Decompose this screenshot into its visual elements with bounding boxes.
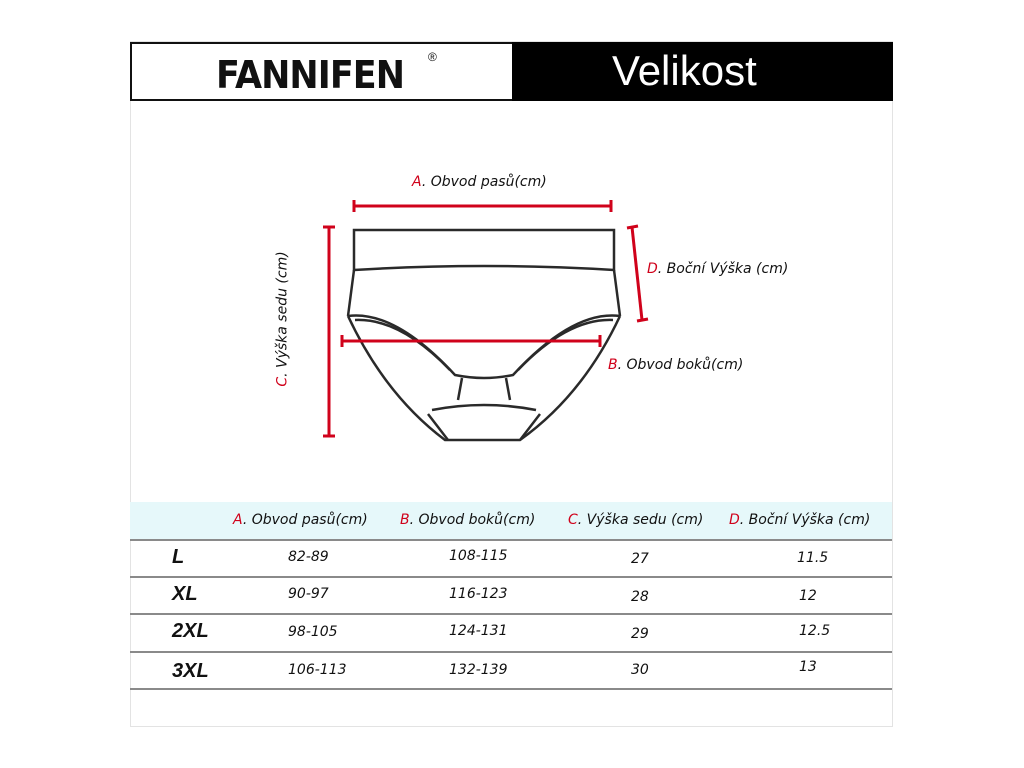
waist-cell: 82-89 <box>288 549 329 565</box>
waist-cell: 106-113 <box>288 662 347 678</box>
brand-box <box>130 42 512 101</box>
seat-height-cell: 27 <box>631 551 649 567</box>
table-divider <box>130 651 892 653</box>
label-seat-height: C. Výška sedu (cm) <box>274 251 291 387</box>
size-chart-card <box>130 41 893 727</box>
size-cell: XL <box>172 583 198 605</box>
column-header-hips: B. Obvod boků(cm) <box>400 512 536 528</box>
side-height-cell: 11.5 <box>797 550 829 566</box>
table-divider <box>130 688 892 690</box>
hips-cell: 132-139 <box>449 662 508 678</box>
seat-height-cell: 29 <box>631 626 649 642</box>
table-divider <box>130 576 892 578</box>
column-header-side-height: D. Boční Výška (cm) <box>729 512 871 528</box>
side-height-cell: 12 <box>799 588 817 604</box>
side-height-cell: 12.5 <box>799 623 831 639</box>
header-bar <box>130 42 893 99</box>
brand-logo: FANNIFEN <box>216 53 405 97</box>
page-title: Velikost <box>612 47 757 94</box>
table-divider <box>130 539 892 541</box>
side-height-cell: 13 <box>799 659 817 675</box>
waist-cell: 90-97 <box>288 586 329 602</box>
table-divider <box>130 613 892 615</box>
hips-cell: 108-115 <box>449 548 508 564</box>
column-header-seat-height: C. Výška sedu (cm) <box>568 512 704 528</box>
waist-cell: 98-105 <box>288 624 338 640</box>
size-cell: 3XL <box>172 660 209 682</box>
seat-height-cell: 30 <box>631 662 649 678</box>
registered-mark: ® <box>428 50 437 64</box>
size-cell: 2XL <box>172 620 209 642</box>
column-header-waist: A. Obvod pasů(cm) <box>233 512 368 528</box>
hips-cell: 116-123 <box>449 586 508 602</box>
title-box <box>512 42 893 101</box>
size-cell: L <box>172 546 185 568</box>
label-hips: B. Obvod boků(cm) <box>608 357 744 373</box>
label-waist: A. Obvod pasů(cm) <box>412 174 547 190</box>
seat-height-cell: 28 <box>631 589 649 605</box>
label-side-height: D. Boční Výška (cm) <box>647 261 789 277</box>
hips-cell: 124-131 <box>449 623 508 639</box>
